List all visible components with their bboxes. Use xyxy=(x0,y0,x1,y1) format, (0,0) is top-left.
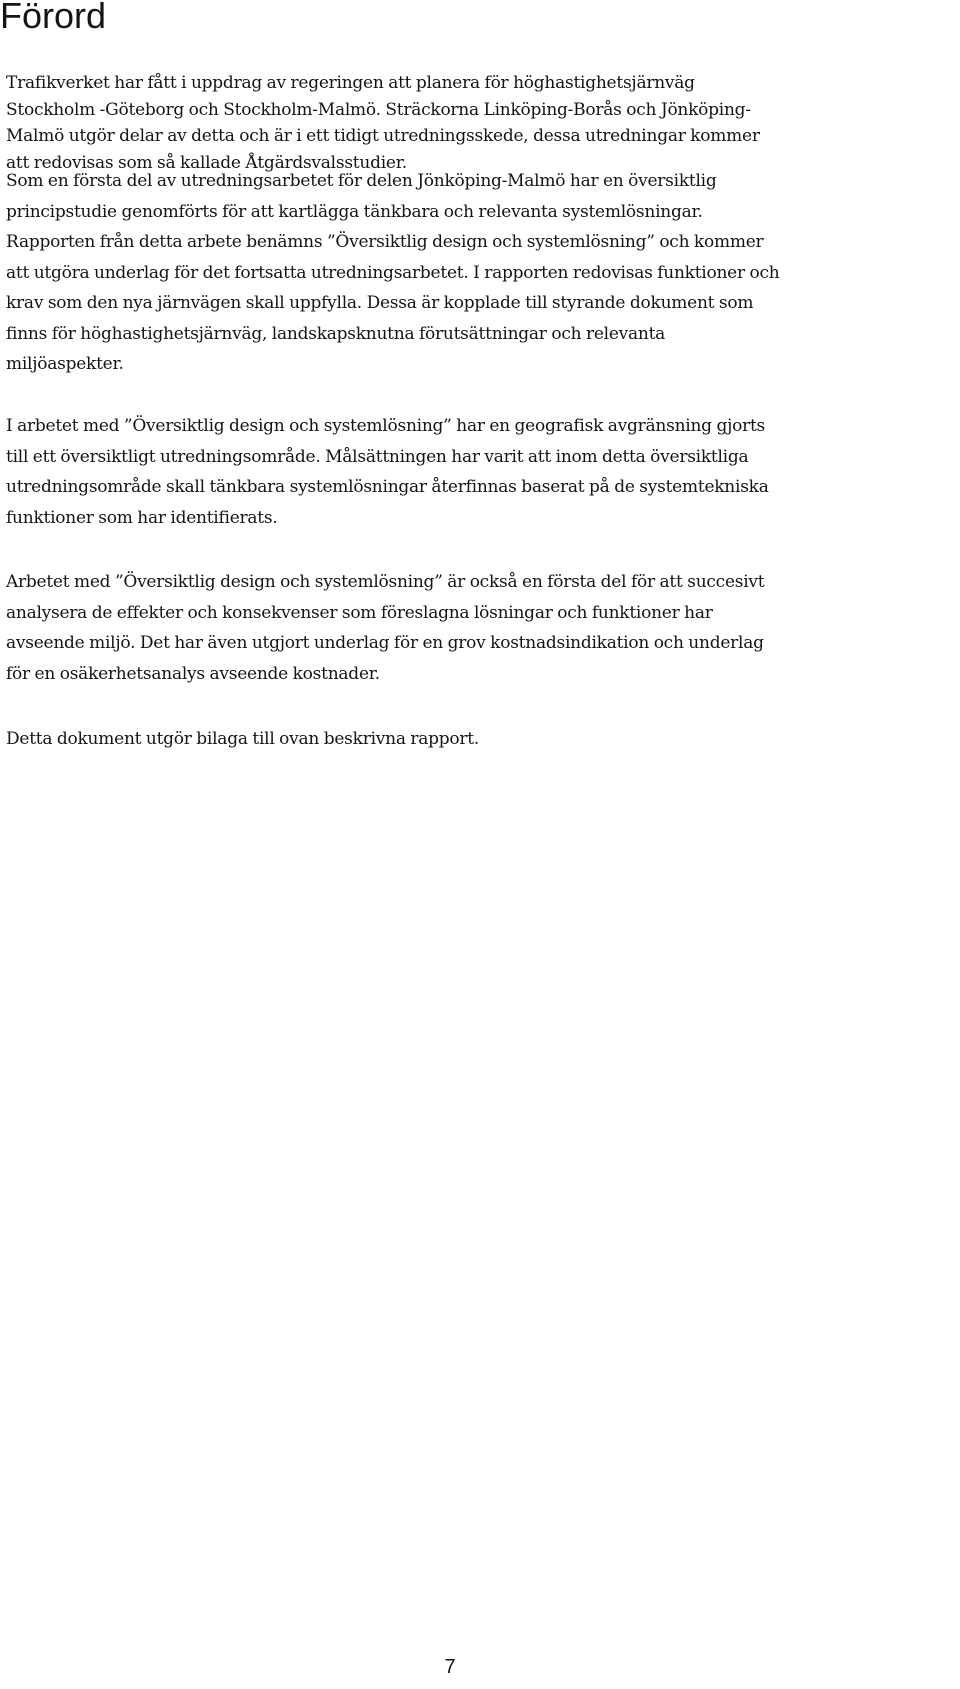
paragraph-line: krav som den nya järnvägen skall uppfylla. Dessa är kopplade till styrande dokument som xyxy=(6,293,754,313)
paragraph-intro xyxy=(6,70,932,176)
paragraph-line: miljöaspekter. xyxy=(6,354,124,374)
paragraph-line: Malmö utgör delar av detta och är i ett tidigt utredningsskede, dessa utredningar kommer xyxy=(6,126,760,146)
paragraph-line: att redovisas som så kallade Åtgärdsvalsstudier. xyxy=(6,152,407,173)
page-title: Förord xyxy=(0,0,107,36)
paragraph-line: funktioner som har identifierats. xyxy=(6,507,278,528)
paragraph-line: Som en första del av utredningsarbetet för delen Jönköping-Malmö har en översiktlig xyxy=(6,171,717,191)
paragraph-line: för en osäkerhetsanalys avseende kostnader. xyxy=(6,663,380,684)
paragraph-line: att utgöra underlag för det fortsatta utredningsarbetet. I rapporten redovisas funktioner och xyxy=(6,262,780,283)
paragraph-effekter xyxy=(6,567,932,689)
paragraph-avgransning xyxy=(6,411,932,533)
paragraph-line: principstudie genomförts för att kartlägga tänkbara och relevanta systemlösningar. xyxy=(6,201,703,222)
paragraph-line: Detta dokument utgör bilaga till ovan beskrivna rapport. xyxy=(6,729,479,749)
paragraph-line: I arbetet med ”Översiktlig design och systemlösning” har en geografisk avgränsning gjorts xyxy=(6,416,766,436)
paragraph-line: Rapporten från detta arbete benämns ”Översiktlig design och systemlösning” och kommer xyxy=(6,232,764,252)
page-number: 7 xyxy=(444,1656,456,1678)
paragraph-line: Arbetet med ”Översiktlig design och systemlösning” är också en första del för att succesivt xyxy=(6,572,765,592)
paragraph-line: finns för höghastighetsjärnväg, landskapsknutna förutsättningar och relevanta xyxy=(6,323,666,344)
paragraph-line: analysera de effekter och konsekvenser som föreslagna lösningar och funktioner har xyxy=(6,602,713,623)
paragraph-line: Stockholm -Göteborg och Stockholm-Malmö. Sträckorna Linköping-Borås och Jönköping- xyxy=(6,99,751,120)
paragraph-principstudie xyxy=(6,166,932,380)
paragraph-line: utredningsområde skall tänkbara systemlösningar återfinnas baserat på de systemtekniska xyxy=(6,477,769,497)
paragraph-bilaga xyxy=(6,724,932,755)
paragraph-line: Trafikverket har fått i uppdrag av regeringen att planera för höghastighetsjärnväg xyxy=(6,73,695,93)
paragraph-line: avseende miljö. Det har även utgjort underlag för en grov kostnadsindikation och underlag xyxy=(6,633,764,653)
paragraph-line: till ett översiktligt utredningsområde. Målsättningen har varit att inom detta översiktliga xyxy=(6,446,749,467)
